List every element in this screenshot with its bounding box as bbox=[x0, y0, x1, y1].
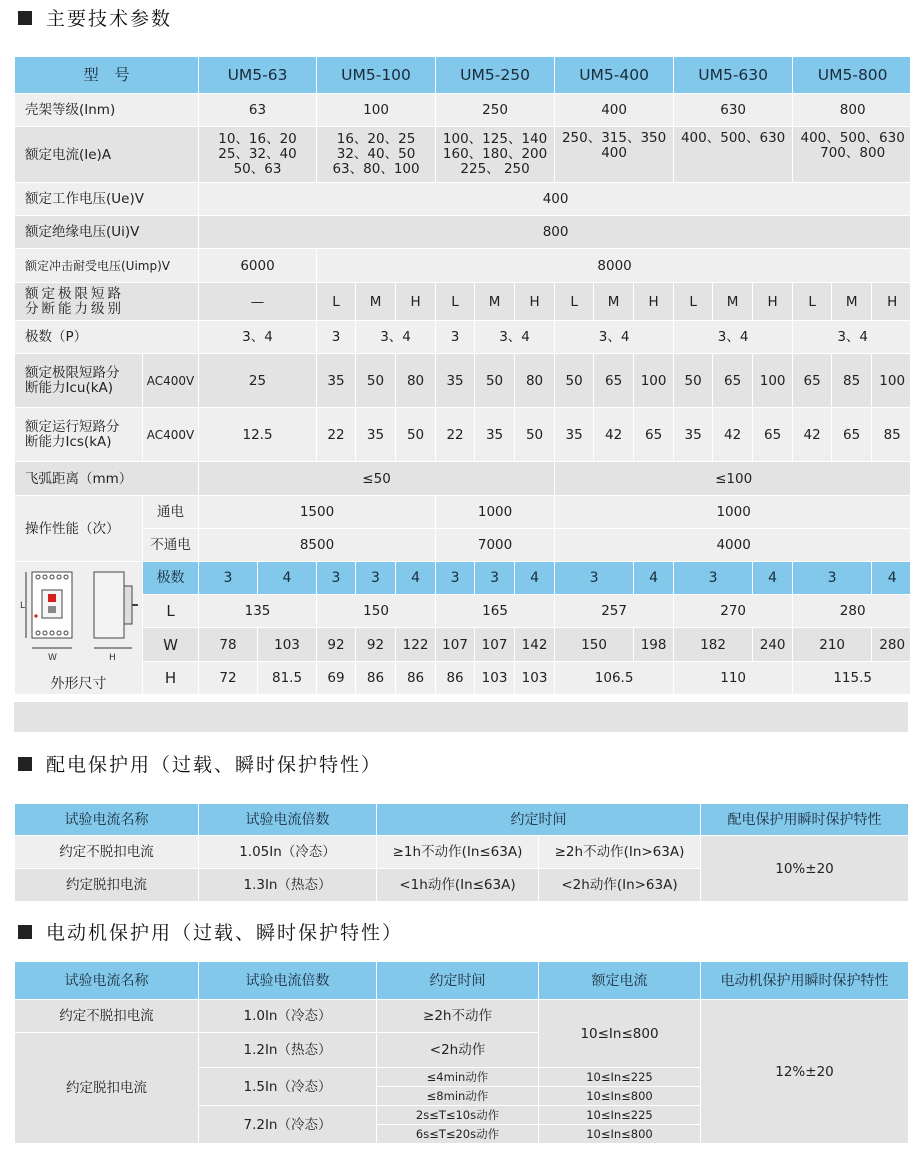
dim-w-value: 107 bbox=[436, 628, 475, 662]
dim-h-value: 110 bbox=[674, 662, 793, 695]
time-value: ≥2h不动作 bbox=[377, 1000, 539, 1033]
model-name: UM5-400 bbox=[555, 57, 674, 94]
time-value: ≤8min动作 bbox=[377, 1087, 539, 1106]
table-row bbox=[15, 1000, 909, 1033]
dims-label: 外形尺寸 bbox=[50, 676, 107, 692]
dim-h-label: H bbox=[143, 662, 199, 695]
dimension-drawing bbox=[15, 562, 143, 695]
col-header: 试验电流名称 bbox=[15, 962, 199, 1000]
ics-value: 85 bbox=[872, 408, 910, 462]
square-bullet-icon bbox=[18, 925, 32, 939]
ops-off-row bbox=[15, 529, 910, 562]
ics-value: 35 bbox=[674, 408, 713, 462]
rated-current-cell: 250、315、350 400 bbox=[555, 127, 674, 183]
ops-off-label: 不通电 bbox=[143, 529, 199, 562]
icu-value: 65 bbox=[594, 354, 634, 408]
breaker-drawing-icon bbox=[18, 566, 140, 664]
poles-label: 极数 bbox=[143, 562, 199, 595]
col-header: 约定时间 bbox=[377, 804, 701, 836]
ics-value: 65 bbox=[832, 408, 872, 462]
dim-pole: 3 bbox=[199, 562, 258, 595]
rated-current: 10≤In≤800 bbox=[539, 1000, 701, 1068]
model-name: UM5-250 bbox=[436, 57, 555, 94]
level-value: H bbox=[634, 283, 674, 321]
dim-h-value: 69 bbox=[317, 662, 356, 695]
rated-current: 10≤In≤800 bbox=[539, 1125, 701, 1144]
dim-w-value: 78 bbox=[199, 628, 258, 662]
dim-w-label: W bbox=[143, 628, 199, 662]
test-multiple: 7.2In（冷态） bbox=[199, 1106, 377, 1144]
arc-value: ≤100 bbox=[555, 462, 910, 496]
dim-h-row bbox=[15, 662, 910, 695]
level-value: M bbox=[475, 283, 515, 321]
rated-current-cell: 16、20、25 32、40、50 63、80、100 bbox=[317, 127, 436, 183]
icu-value: 100 bbox=[634, 354, 674, 408]
dim-h-value: 103 bbox=[475, 662, 515, 695]
level-value: M bbox=[832, 283, 872, 321]
col-header: 电动机保护用瞬时保护特性 bbox=[701, 962, 909, 1000]
poles-value: 3、4 bbox=[555, 321, 674, 354]
uimp-row bbox=[15, 249, 910, 283]
level-value: H bbox=[515, 283, 555, 321]
ops-on-label: 通电 bbox=[143, 496, 199, 529]
dim-w-value: 103 bbox=[258, 628, 317, 662]
square-bullet-icon bbox=[18, 757, 32, 771]
icu-value: 65 bbox=[713, 354, 753, 408]
dim-pole: 3 bbox=[317, 562, 356, 595]
row-label: 额定冲击耐受电压(Uimp)V bbox=[15, 249, 199, 283]
rated-current: 10≤In≤225 bbox=[539, 1068, 701, 1087]
col-header: 试验电流倍数 bbox=[199, 962, 377, 1000]
row-label: 额定运行短路分 断能力Ics(kA) bbox=[15, 408, 143, 462]
time-value: <1h动作(In≤63A) bbox=[377, 869, 539, 902]
dim-pole: 3 bbox=[356, 562, 396, 595]
ics-value: 65 bbox=[634, 408, 674, 462]
breaking-level-row bbox=[15, 283, 910, 321]
dim-h-value: 103 bbox=[515, 662, 555, 695]
row-label: 额定极限短路分 断能力Icu(kA) bbox=[15, 354, 143, 408]
dim-l-label: L bbox=[143, 595, 199, 628]
dim-pole: 4 bbox=[872, 562, 910, 595]
row-label: 操作性能（次） bbox=[15, 496, 143, 562]
uimp-value: 8000 bbox=[317, 249, 910, 283]
model-label: 型 号 bbox=[15, 57, 199, 94]
rated-current-cell: 100、125、140 160、180、200 225、 250 bbox=[436, 127, 555, 183]
poles-value: 3、4 bbox=[356, 321, 436, 354]
icu-value: 35 bbox=[317, 354, 356, 408]
ics-value: 50 bbox=[396, 408, 436, 462]
level-value: H bbox=[872, 283, 910, 321]
time-value: ≥1h不动作(In≤63A) bbox=[377, 836, 539, 869]
time-value: 2s≤T≤10s动作 bbox=[377, 1106, 539, 1125]
dim-l-row bbox=[15, 595, 910, 628]
dim-h-value: 72 bbox=[199, 662, 258, 695]
test-name: 约定脱扣电流 bbox=[15, 1033, 199, 1144]
row-label: 极数（P） bbox=[15, 321, 199, 354]
dim-w-value: 280 bbox=[872, 628, 910, 662]
dim-l-value: 150 bbox=[317, 595, 436, 628]
level-value: M bbox=[594, 283, 634, 321]
dim-w-value: 142 bbox=[515, 628, 555, 662]
test-name: 约定不脱扣电流 bbox=[15, 1000, 199, 1033]
col-header: 试验电流倍数 bbox=[199, 804, 377, 836]
dim-pole: 4 bbox=[258, 562, 317, 595]
ics-value: 22 bbox=[317, 408, 356, 462]
frame-value: 63 bbox=[199, 94, 317, 127]
ics-value: 12.5 bbox=[199, 408, 317, 462]
ics-row bbox=[15, 408, 910, 462]
row-label: 飞弧距离（mm） bbox=[15, 462, 199, 496]
time-value: ≥2h不动作(In>63A) bbox=[539, 836, 701, 869]
ics-value: 42 bbox=[713, 408, 753, 462]
ue-row bbox=[15, 183, 910, 216]
icu-value: 65 bbox=[793, 354, 832, 408]
time-value: <2h动作(In>63A) bbox=[539, 869, 701, 902]
ics-value: 35 bbox=[555, 408, 594, 462]
dim-w-row bbox=[15, 628, 910, 662]
dim-w-value: 182 bbox=[674, 628, 753, 662]
dim-pole: 4 bbox=[396, 562, 436, 595]
frame-value: 800 bbox=[793, 94, 910, 127]
drawing-h-label: H bbox=[108, 653, 116, 663]
dim-pole: 4 bbox=[753, 562, 793, 595]
model-name: UM5-630 bbox=[674, 57, 793, 94]
level-value: H bbox=[753, 283, 793, 321]
drawing-l-label: L bbox=[19, 601, 25, 611]
motor-protection-table bbox=[14, 961, 909, 1144]
poles-value: 3、4 bbox=[793, 321, 910, 354]
icu-value: 85 bbox=[832, 354, 872, 408]
icu-value: 35 bbox=[436, 354, 475, 408]
dim-h-value: 106.5 bbox=[555, 662, 674, 695]
dim-l-value: 280 bbox=[793, 595, 910, 628]
ics-value: 35 bbox=[356, 408, 396, 462]
test-multiple: 1.5In（冷态） bbox=[199, 1068, 377, 1106]
rated-current: 10≤In≤800 bbox=[539, 1087, 701, 1106]
dim-h-value: 86 bbox=[396, 662, 436, 695]
header-row bbox=[15, 962, 909, 1000]
ops-value: 1000 bbox=[555, 496, 910, 529]
test-multiple: 1.05In（冷态） bbox=[199, 836, 377, 869]
rated-current-cell: 400、500、630 bbox=[674, 127, 793, 183]
dim-h-value: 86 bbox=[436, 662, 475, 695]
poles-value: 3、4 bbox=[199, 321, 317, 354]
col-header: 试验电流名称 bbox=[15, 804, 199, 836]
rated-current-row bbox=[15, 127, 910, 183]
dim-pole: 3 bbox=[793, 562, 872, 595]
level-value: M bbox=[356, 283, 396, 321]
col-header: 约定时间 bbox=[377, 962, 539, 1000]
ops-value: 7000 bbox=[436, 529, 555, 562]
ics-value: 65 bbox=[753, 408, 793, 462]
dim-h-value: 81.5 bbox=[258, 662, 317, 695]
dim-pole: 3 bbox=[436, 562, 475, 595]
dim-l-value: 270 bbox=[674, 595, 793, 628]
dim-h-value: 115.5 bbox=[793, 662, 910, 695]
dim-pole: 3 bbox=[674, 562, 753, 595]
dim-w-value: 92 bbox=[356, 628, 396, 662]
poles-value: 3 bbox=[436, 321, 475, 354]
ops-value: 1500 bbox=[199, 496, 436, 529]
poles-value: 3 bbox=[317, 321, 356, 354]
icu-value: 100 bbox=[872, 354, 910, 408]
col-header: 额定电流 bbox=[539, 962, 701, 1000]
dim-poles-row bbox=[15, 562, 910, 595]
dim-pole: 3 bbox=[475, 562, 515, 595]
dim-l-value: 165 bbox=[436, 595, 555, 628]
level-value: H bbox=[396, 283, 436, 321]
rated-current: 10≤In≤225 bbox=[539, 1106, 701, 1125]
dim-l-value: 257 bbox=[555, 595, 674, 628]
icu-value: 50 bbox=[555, 354, 594, 408]
level-value: L bbox=[793, 283, 832, 321]
time-value: ≤4min动作 bbox=[377, 1068, 539, 1087]
row-label: 额定电流(Ie)A bbox=[15, 127, 199, 183]
dim-pole: 3 bbox=[555, 562, 634, 595]
ui-value: 800 bbox=[199, 216, 910, 249]
frame-value: 630 bbox=[674, 94, 793, 127]
frame-value: 400 bbox=[555, 94, 674, 127]
header-row bbox=[15, 804, 909, 836]
dim-w-value: 150 bbox=[555, 628, 634, 662]
frame-value: 250 bbox=[436, 94, 555, 127]
model-name: UM5-800 bbox=[793, 57, 910, 94]
poles-value: 3、4 bbox=[674, 321, 793, 354]
level-value: M bbox=[713, 283, 753, 321]
icu-value: 50 bbox=[356, 354, 396, 408]
section3-title: 电动机保护用（过载、瞬时保护特性） bbox=[18, 918, 403, 945]
dim-w-value: 122 bbox=[396, 628, 436, 662]
rated-current-cell: 400、500、630 700、800 bbox=[793, 127, 910, 183]
level-value: L bbox=[436, 283, 475, 321]
ics-value: 35 bbox=[475, 408, 515, 462]
row-label: 壳架等级(Inm) bbox=[15, 94, 199, 127]
distribution-protection-table bbox=[14, 803, 909, 902]
instant-value: 10%±20 bbox=[701, 836, 909, 902]
ops-value: 1000 bbox=[436, 496, 555, 529]
section2-title: 配电保护用（过载、瞬时保护特性） bbox=[18, 750, 382, 777]
icu-value: 100 bbox=[753, 354, 793, 408]
time-value: 6s≤T≤20s动作 bbox=[377, 1125, 539, 1144]
icu-value: 25 bbox=[199, 354, 317, 408]
dim-w-value: 92 bbox=[317, 628, 356, 662]
ics-value: 22 bbox=[436, 408, 475, 462]
ics-value: 50 bbox=[515, 408, 555, 462]
test-name: 约定脱扣电流 bbox=[15, 869, 199, 902]
frame-row bbox=[15, 94, 910, 127]
ue-value: 400 bbox=[199, 183, 910, 216]
arc-value: ≤50 bbox=[199, 462, 555, 496]
dim-pole: 4 bbox=[634, 562, 674, 595]
drawing-w-label: W bbox=[47, 653, 57, 663]
ops-value: 4000 bbox=[555, 529, 910, 562]
poles-row bbox=[15, 321, 910, 354]
icu-value: 50 bbox=[674, 354, 713, 408]
icu-row bbox=[15, 354, 910, 408]
level-value: — bbox=[199, 283, 317, 321]
poles-value: 3、4 bbox=[475, 321, 555, 354]
instant-value: 12%±20 bbox=[701, 1000, 909, 1144]
test-multiple: 1.3In（热态） bbox=[199, 869, 377, 902]
square-bullet-icon bbox=[18, 11, 32, 25]
dim-pole: 4 bbox=[515, 562, 555, 595]
ac-voltage: AC400V bbox=[143, 354, 199, 408]
level-value: L bbox=[674, 283, 713, 321]
dim-w-value: 107 bbox=[475, 628, 515, 662]
dim-w-value: 210 bbox=[793, 628, 872, 662]
test-multiple: 1.0In（冷态） bbox=[199, 1000, 377, 1033]
ops-on-row bbox=[15, 496, 910, 529]
ac-voltage: AC400V bbox=[143, 408, 199, 462]
spec-table bbox=[14, 56, 910, 695]
icu-value: 80 bbox=[515, 354, 555, 408]
section1-title: 主要技术参数 bbox=[18, 4, 172, 31]
row-label: 额定绝缘电压(Ui)V bbox=[15, 216, 199, 249]
dim-w-value: 198 bbox=[634, 628, 674, 662]
col-header: 配电保护用瞬时保护特性 bbox=[701, 804, 909, 836]
frame-value: 100 bbox=[317, 94, 436, 127]
table-row bbox=[15, 836, 909, 869]
model-name: UM5-100 bbox=[317, 57, 436, 94]
ui-row bbox=[15, 216, 910, 249]
ics-value: 42 bbox=[793, 408, 832, 462]
time-value: <2h动作 bbox=[377, 1033, 539, 1068]
level-value: L bbox=[317, 283, 356, 321]
dim-h-value: 86 bbox=[356, 662, 396, 695]
ics-value: 42 bbox=[594, 408, 634, 462]
test-multiple: 1.2In（热态） bbox=[199, 1033, 377, 1068]
rated-current-cell: 10、16、20 25、32、40 50、63 bbox=[199, 127, 317, 183]
model-header-row bbox=[15, 57, 910, 94]
table-footer-band bbox=[14, 702, 908, 732]
ops-value: 8500 bbox=[199, 529, 436, 562]
dim-w-value: 240 bbox=[753, 628, 793, 662]
icu-value: 50 bbox=[475, 354, 515, 408]
row-label: 额定工作电压(Ue)V bbox=[15, 183, 199, 216]
icu-value: 80 bbox=[396, 354, 436, 408]
row-label: 额定极限短路 分断能力级别 bbox=[15, 283, 199, 321]
dim-l-value: 135 bbox=[199, 595, 317, 628]
uimp-value: 6000 bbox=[199, 249, 317, 283]
model-name: UM5-63 bbox=[199, 57, 317, 94]
level-value: L bbox=[555, 283, 594, 321]
test-name: 约定不脱扣电流 bbox=[15, 836, 199, 869]
arc-row bbox=[15, 462, 910, 496]
